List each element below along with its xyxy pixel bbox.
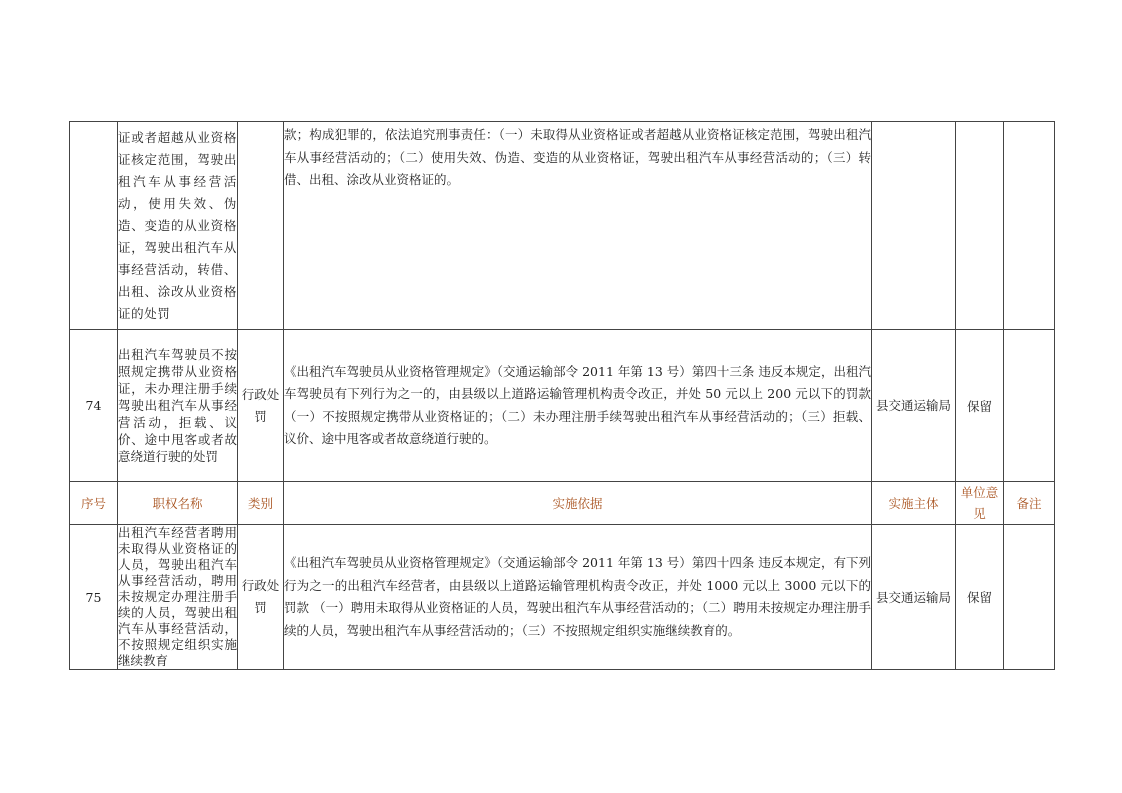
category-cell bbox=[238, 122, 284, 330]
authority-table bbox=[69, 121, 1055, 670]
category-cell: 行政处罚 bbox=[238, 525, 284, 670]
opinion-cell: 保留 bbox=[956, 330, 1004, 482]
remark-cell bbox=[1004, 525, 1055, 670]
table-header-row bbox=[70, 482, 1055, 525]
agency-cell: 县交通运输局 bbox=[872, 330, 956, 482]
agency-cell bbox=[872, 122, 956, 330]
seq-cell: 75 bbox=[70, 525, 118, 670]
header-opinion: 单位意见 bbox=[956, 482, 1004, 525]
basis-cell: 款；构成犯罪的，依法追究刑事责任：（一）未取得从业资格证或者超越从业资格证核定范围，驾驶出租汽车从事经营活动的；（二）使用失效、伪造、变造的从业资格证，驾驶出租汽车从事经营活动的；（三）转借、出租、涂改从业资格证的。 bbox=[284, 122, 872, 330]
name-cell: 出租汽车驾驶员不按照规定携带从业资格证，未办理注册手续驾驶出租汽车从事经营活动，拒载、议价、途中甩客或者故意绕道行驶的处罚 bbox=[118, 330, 238, 482]
name-cell: 出租汽车经营者聘用未取得从业资格证的人员，驾驶出租汽车从事经营活动，聘用未按规定办理注册手续的人员，驾驶出租汽车从事经营活动，不按照规定组织实施继续教育 bbox=[118, 525, 237, 668]
category-cell: 行政处罚 bbox=[238, 330, 284, 482]
agency-cell: 县交通运输局 bbox=[872, 525, 956, 670]
header-basis: 实施依据 bbox=[284, 482, 872, 525]
header-seq: 序号 bbox=[70, 482, 118, 525]
seq-cell bbox=[70, 122, 118, 330]
opinion-cell bbox=[956, 122, 1004, 330]
table-row bbox=[70, 525, 1055, 670]
basis-cell: 《出租汽车驾驶员从业资格管理规定》（交通运输部令 2011 年第 13 号）第四十四条 违反本规定，有下列行为之一的出租汽车经营者，由县级以上道路运输管理机构责令改正，并处 1000 元以上 3000 元以下的罚款 （一）聘用未取得从业资格证的人员，驾驶出租汽车从事经营活动的；（二）聘用未按规定办理注册手续的人员，驾驶出租汽车从事经营活动的；（三）不按照规定组织实施继续教育的。 bbox=[284, 525, 872, 670]
header-category: 类别 bbox=[238, 482, 284, 525]
header-remark: 备注 bbox=[1004, 482, 1055, 525]
name-cell: 证或者超越从业资格证核定范围，驾驶出租汽车从事经营活动，使用失效、伪造、变造的从业资格证，驾驶出租汽车从事经营活动，转借、出租、涂改从业资格证的处罚 bbox=[118, 122, 238, 330]
header-name: 职权名称 bbox=[118, 482, 238, 525]
table-row bbox=[70, 330, 1055, 482]
remark-cell bbox=[1004, 330, 1055, 482]
basis-cell: 《出租汽车驾驶员从业资格管理规定》（交通运输部令 2011 年第 13 号）第四十三条 违反本规定，出租汽车驾驶员有下列行为之一的，由县级以上道路运输管理机构责令改正，并处 50 元以上 200 元以下的罚款 （一）不按照规定携带从业资格证的；（二）未办理注册手续驾驶出租汽车从事经营活动的；（三）拒载、议价、途中甩客或者故意绕道行驶的。 bbox=[284, 330, 872, 482]
header-agency: 实施主体 bbox=[872, 482, 956, 525]
remark-cell bbox=[1004, 122, 1055, 330]
table-row bbox=[70, 122, 1055, 330]
seq-cell: 74 bbox=[70, 330, 118, 482]
opinion-cell: 保留 bbox=[956, 525, 1004, 670]
